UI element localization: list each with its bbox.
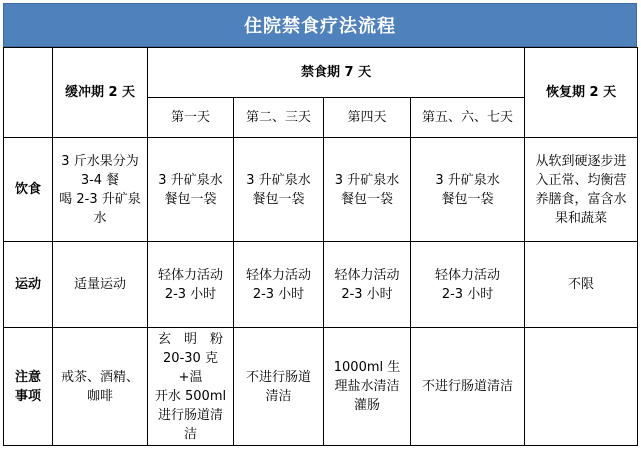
exercise-day-1-cell (148, 242, 234, 328)
cell-line: 适量运动 (73, 277, 126, 292)
cell-line: 餐包一袋 (164, 191, 217, 207)
notes-buffer-cell (53, 328, 148, 446)
diet-day-5-7-cell (411, 138, 525, 242)
cell-line: 3 升矿泉水 (158, 172, 223, 188)
cell-line: 从软到硬逐步进 (535, 153, 627, 169)
fasting-process-table (3, 47, 638, 446)
cell-line: 果和蔬菜 (555, 210, 608, 226)
cell-line: 理盐水清洁 (334, 379, 400, 394)
cell-line: 2-3 小时 (341, 286, 393, 302)
header-day-1: 第一天 (148, 98, 234, 138)
cell-line: 3 斤水果分为 (61, 153, 139, 169)
exercise-day-2-3-cell (234, 242, 324, 328)
notes-recovery-cell (525, 328, 638, 446)
notes-day-2-3-cell (234, 328, 324, 446)
cell-line: 开水 500ml (154, 388, 227, 404)
cell-line: 轻体力活动 (334, 267, 400, 283)
header-buffer-period: 缓冲期 2 天 (53, 48, 148, 138)
cell-line: 灌肠 (353, 398, 380, 413)
diet-day-1-cell (148, 138, 234, 242)
cell-line: 玄 明 粉 (157, 331, 223, 347)
cell-line: 3-4 餐 (80, 172, 120, 188)
corner-cell (4, 48, 53, 138)
diet-buffer-cell (53, 138, 148, 242)
cell-line: 入正常、均衡营 (535, 172, 627, 188)
cell-line: 20-30 克+温 (163, 350, 218, 385)
cell-line: 进行肠道清 (157, 407, 223, 423)
cell-line: 戒茶、酒精、 (60, 369, 139, 385)
cell-line: 3 升矿泉水 (334, 172, 400, 188)
table-title: 住院禁食疗法流程 (3, 3, 637, 47)
row-label-notes (4, 328, 53, 446)
cell-line: 2-3 小时 (441, 286, 494, 302)
header-fasting-period: 禁食期 7 天 (148, 48, 525, 98)
cell-line: 2-3 小时 (252, 286, 305, 302)
row-label-diet: 饮食 (4, 138, 53, 242)
cell-line: 事项 (14, 388, 41, 404)
exercise-day-5-7-cell (411, 242, 525, 328)
cell-line: 1000ml 生 (333, 360, 401, 375)
notes-day-4-cell (324, 328, 411, 446)
table-row-notes (4, 328, 638, 446)
cell-line: 不进行肠道 (245, 369, 311, 385)
table-row-diet (4, 138, 638, 242)
diet-recovery-cell (525, 138, 638, 242)
header-recovery-period: 恢复期 2 天 (525, 48, 638, 138)
cell-line: 餐包一袋 (441, 191, 494, 207)
cell-line: 养膳食，富含水 (535, 191, 627, 207)
cell-line: 不限 (568, 277, 595, 292)
table-row-exercise (4, 242, 638, 328)
header-day-4: 第四天 (324, 98, 411, 138)
header-day-2-3: 第二、三天 (234, 98, 324, 138)
notes-day-1-cell (148, 328, 234, 446)
cell-line: 清洁 (265, 388, 292, 404)
cell-line: 轻体力活动 (435, 267, 501, 283)
exercise-recovery-cell (525, 242, 638, 328)
header-day-5-7: 第五、六、七天 (411, 98, 525, 138)
exercise-buffer-cell (53, 242, 148, 328)
cell-line: 餐包一袋 (252, 191, 305, 207)
cell-line: 3 升矿泉水 (435, 172, 500, 188)
diet-day-4-cell (324, 138, 411, 242)
row-label-exercise: 运动 (4, 242, 53, 328)
cell-line: 轻体力活动 (157, 267, 223, 283)
cell-line: 咖啡 (86, 388, 113, 404)
cell-line: 2-3 小时 (164, 286, 217, 302)
cell-line: 轻体力活动 (245, 267, 311, 283)
cell-line: 喝 2-3 升矿泉 (59, 191, 141, 207)
cell-line: 洁 (183, 426, 197, 442)
notes-day-5-7-cell (411, 328, 525, 446)
diet-day-2-3-cell (234, 138, 324, 242)
cell-line: 不进行肠道清洁 (422, 379, 514, 394)
cell-line: 餐包一袋 (340, 191, 393, 207)
cell-line: 注意 (14, 369, 41, 385)
cell-line: 3 升矿泉水 (246, 172, 311, 188)
cell-line: 水 (93, 210, 107, 226)
exercise-day-4-cell (324, 242, 411, 328)
